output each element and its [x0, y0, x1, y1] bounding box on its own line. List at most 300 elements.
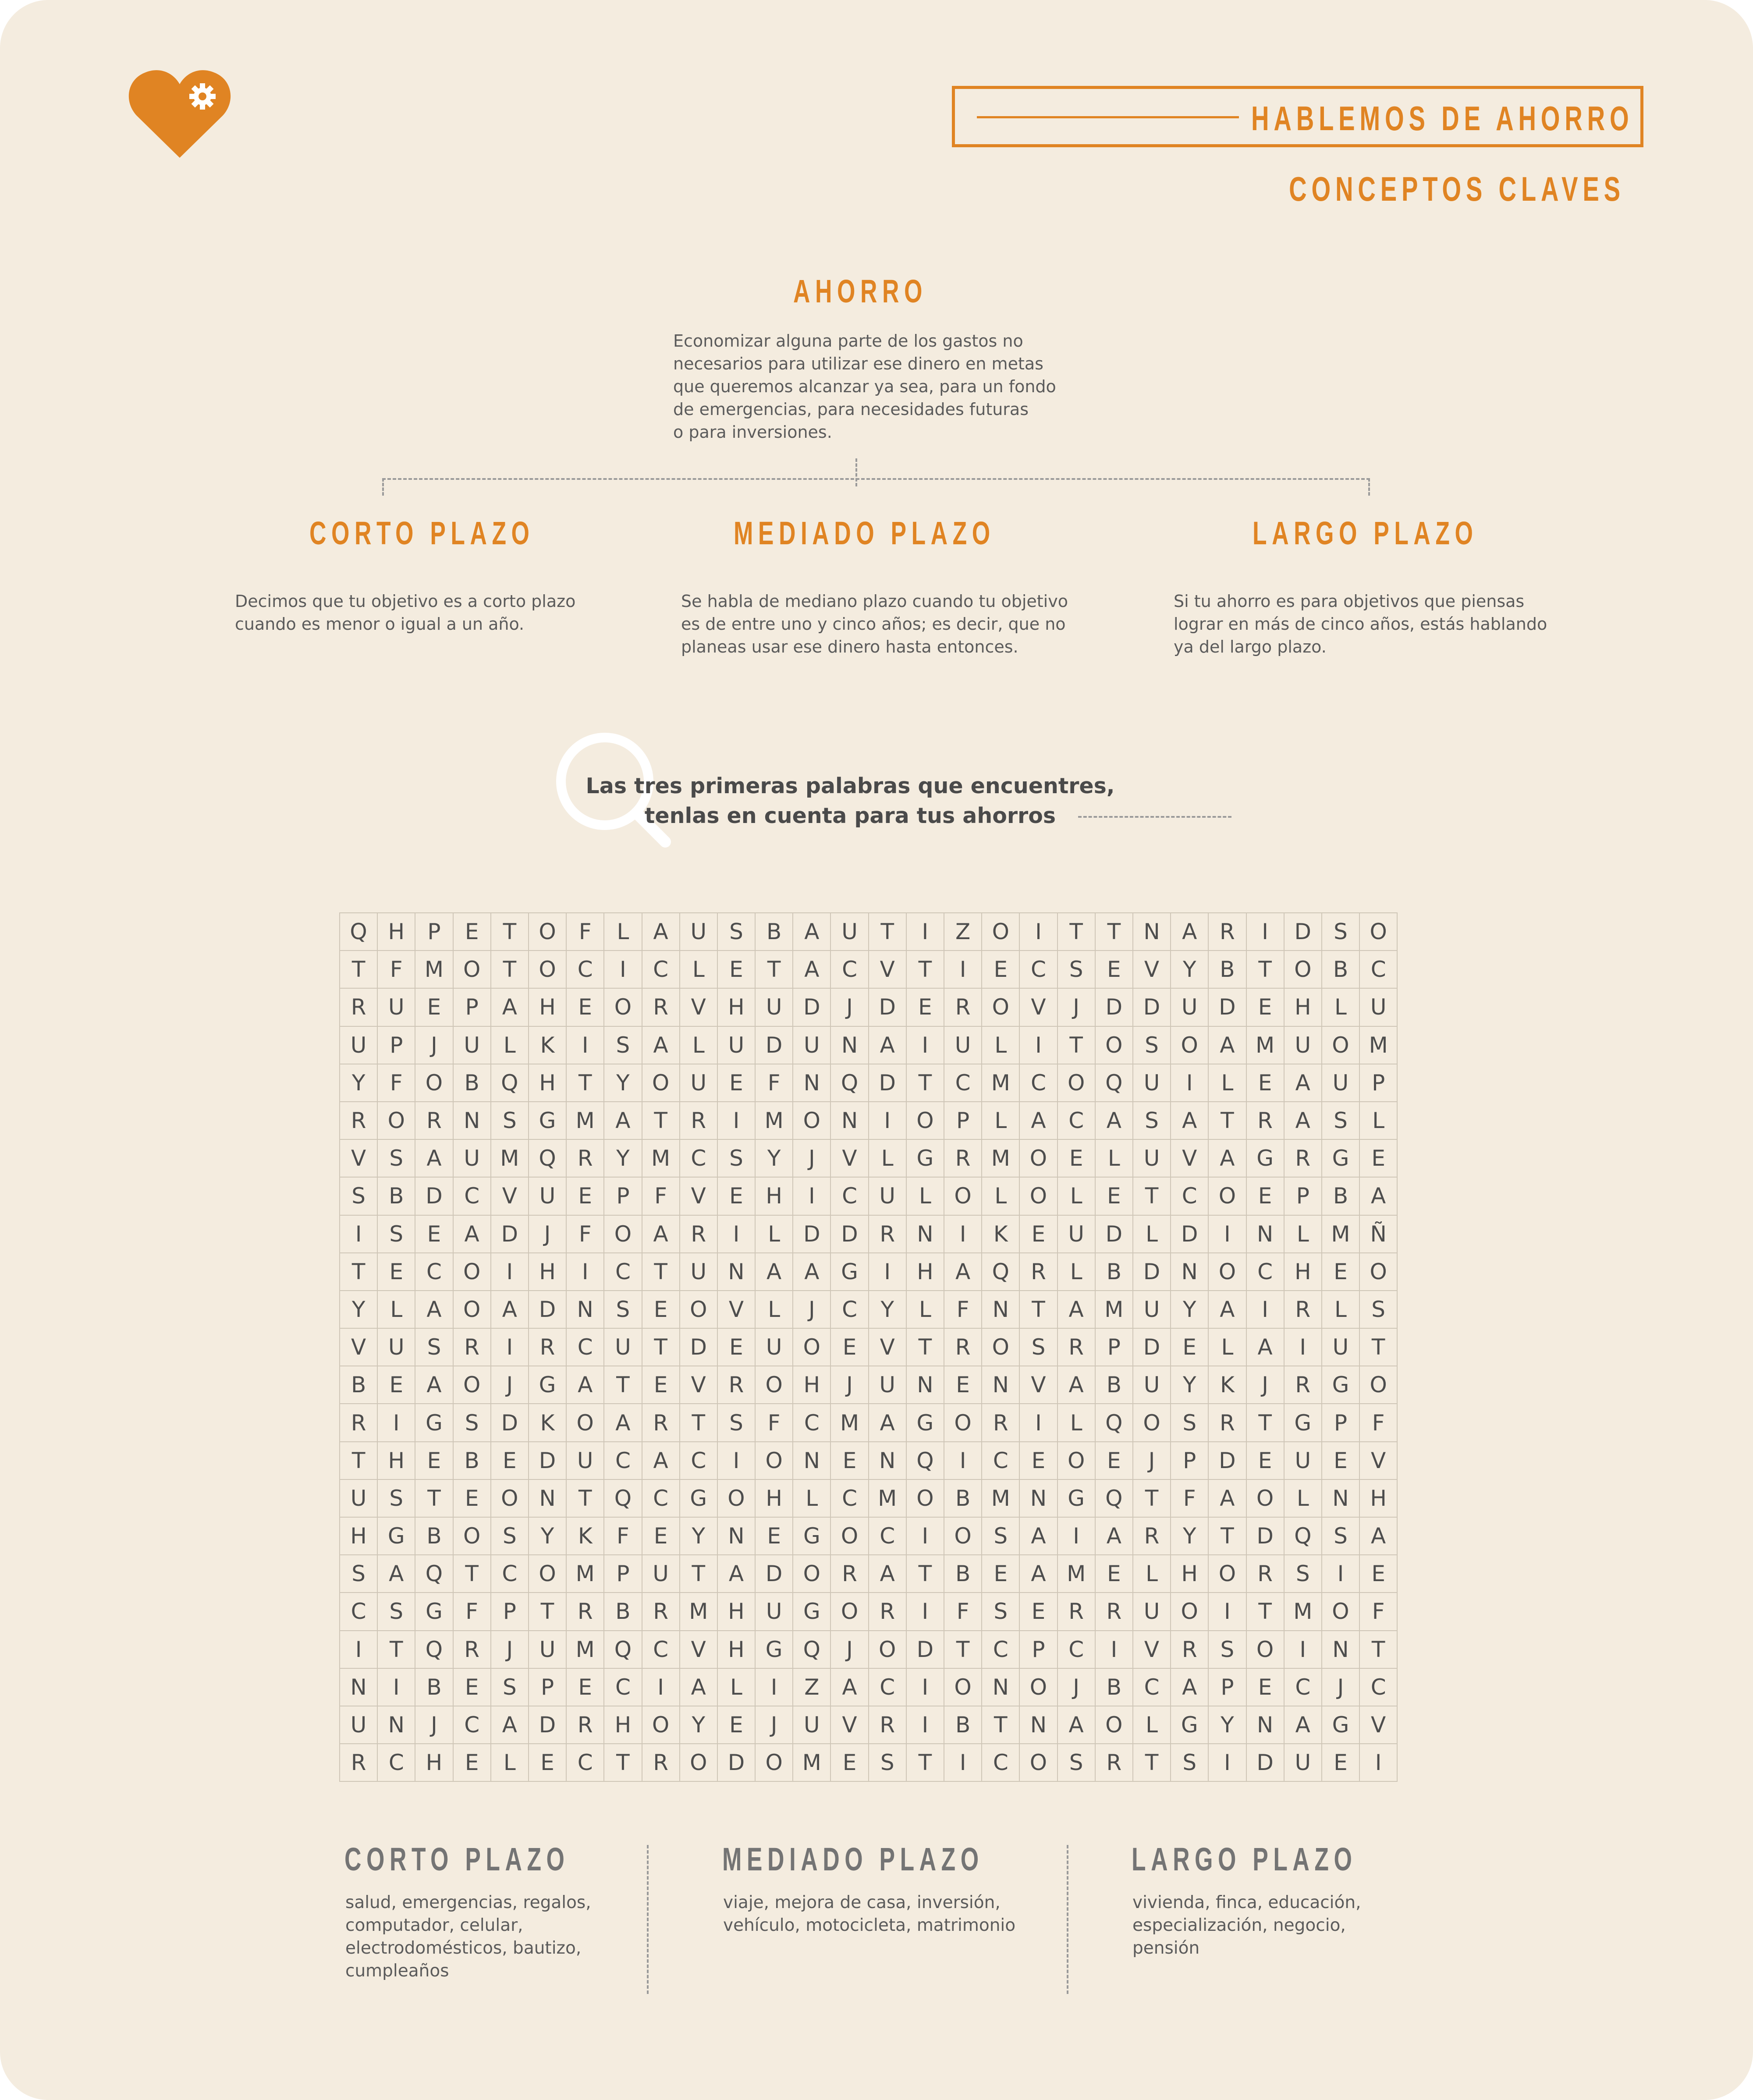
grid-cell[interactable]: J [529, 1216, 567, 1253]
grid-cell[interactable]: I [793, 1178, 831, 1215]
grid-cell[interactable]: N [567, 1291, 604, 1329]
grid-cell[interactable]: E [831, 1329, 869, 1366]
grid-cell[interactable]: R [1247, 1555, 1285, 1593]
grid-cell[interactable]: E [1096, 1442, 1133, 1480]
grid-cell[interactable]: I [340, 1216, 378, 1253]
grid-cell[interactable]: E [567, 1178, 604, 1215]
grid-cell[interactable]: Y [1171, 951, 1209, 989]
grid-cell[interactable]: O [756, 1366, 793, 1404]
grid-cell[interactable]: S [378, 1593, 415, 1631]
grid-cell[interactable]: I [1209, 1744, 1246, 1782]
grid-cell[interactable]: B [1322, 951, 1360, 989]
grid-cell[interactable]: S [1171, 1744, 1209, 1782]
grid-cell[interactable]: L [1322, 989, 1360, 1026]
grid-cell[interactable]: A [415, 1291, 453, 1329]
grid-cell[interactable]: O [869, 1631, 907, 1669]
grid-cell[interactable]: S [491, 1102, 529, 1140]
grid-cell[interactable]: D [529, 1291, 567, 1329]
grid-cell[interactable]: U [756, 1593, 793, 1631]
grid-cell[interactable]: C [869, 1518, 907, 1555]
grid-cell[interactable]: C [1247, 1253, 1285, 1291]
grid-cell[interactable]: C [567, 951, 604, 989]
grid-cell[interactable]: O [680, 1744, 718, 1782]
grid-cell[interactable]: U [454, 1027, 491, 1064]
grid-cell[interactable]: E [718, 1706, 756, 1744]
grid-cell[interactable]: I [604, 951, 642, 989]
grid-cell[interactable]: Q [415, 1631, 453, 1669]
grid-cell[interactable]: D [718, 1744, 756, 1782]
grid-cell[interactable]: T [415, 1480, 453, 1518]
grid-cell[interactable]: A [1247, 1329, 1285, 1366]
grid-cell[interactable]: O [756, 1442, 793, 1480]
grid-cell[interactable]: D [415, 1178, 453, 1215]
grid-cell[interactable]: Y [529, 1518, 567, 1555]
grid-cell[interactable]: U [944, 1027, 982, 1064]
grid-cell[interactable]: C [982, 1744, 1020, 1782]
grid-cell[interactable]: O [1360, 1253, 1398, 1291]
grid-cell[interactable]: L [491, 1027, 529, 1064]
grid-cell[interactable]: D [869, 989, 907, 1026]
grid-cell[interactable]: T [567, 1480, 604, 1518]
grid-cell[interactable]: T [982, 1706, 1020, 1744]
grid-cell[interactable]: E [1322, 1744, 1360, 1782]
grid-cell[interactable]: E [1020, 1216, 1057, 1253]
grid-cell[interactable]: E [415, 1216, 453, 1253]
grid-cell[interactable]: T [756, 951, 793, 989]
grid-cell[interactable]: R [982, 1404, 1020, 1442]
grid-cell[interactable]: E [1096, 951, 1133, 989]
grid-cell[interactable]: T [1058, 913, 1096, 951]
grid-cell[interactable]: C [1020, 951, 1057, 989]
grid-cell[interactable]: C [831, 1480, 869, 1518]
grid-cell[interactable]: Y [1171, 1291, 1209, 1329]
grid-cell[interactable]: Y [680, 1706, 718, 1744]
grid-cell[interactable]: A [1285, 1064, 1322, 1102]
grid-cell[interactable]: R [944, 1329, 982, 1366]
grid-cell[interactable]: E [1247, 1064, 1285, 1102]
grid-cell[interactable]: U [831, 913, 869, 951]
grid-cell[interactable]: R [944, 989, 982, 1026]
grid-cell[interactable]: G [1322, 1140, 1360, 1178]
grid-cell[interactable]: H [604, 1706, 642, 1744]
grid-cell[interactable]: U [567, 1442, 604, 1480]
grid-cell[interactable]: E [642, 1291, 680, 1329]
grid-cell[interactable]: K [529, 1404, 567, 1442]
grid-cell[interactable]: Q [604, 1480, 642, 1518]
grid-cell[interactable]: H [529, 1253, 567, 1291]
grid-cell[interactable]: O [982, 1329, 1020, 1366]
grid-cell[interactable]: E [1096, 1555, 1133, 1593]
grid-cell[interactable]: L [1209, 1064, 1246, 1102]
grid-cell[interactable]: C [340, 1593, 378, 1631]
grid-cell[interactable]: A [869, 1555, 907, 1593]
grid-cell[interactable]: A [378, 1555, 415, 1593]
grid-cell[interactable]: K [982, 1216, 1020, 1253]
grid-cell[interactable]: S [1058, 951, 1096, 989]
grid-cell[interactable]: C [1133, 1669, 1171, 1706]
grid-cell[interactable]: A [491, 1706, 529, 1744]
grid-cell[interactable]: P [1209, 1669, 1246, 1706]
grid-cell[interactable]: O [1020, 1669, 1057, 1706]
grid-cell[interactable]: M [567, 1102, 604, 1140]
grid-cell[interactable]: H [793, 1366, 831, 1404]
grid-cell[interactable]: H [1285, 1253, 1322, 1291]
grid-cell[interactable]: O [982, 989, 1020, 1026]
grid-cell[interactable]: S [1285, 1555, 1322, 1593]
grid-cell[interactable]: B [378, 1178, 415, 1215]
grid-cell[interactable]: I [491, 1329, 529, 1366]
grid-cell[interactable]: V [1020, 989, 1057, 1026]
grid-cell[interactable]: G [529, 1366, 567, 1404]
grid-cell[interactable]: U [756, 1329, 793, 1366]
grid-cell[interactable]: T [1247, 951, 1285, 989]
grid-cell[interactable]: O [454, 1518, 491, 1555]
grid-cell[interactable]: O [1247, 1631, 1285, 1669]
grid-cell[interactable]: D [793, 1216, 831, 1253]
grid-cell[interactable]: B [1096, 1669, 1133, 1706]
grid-cell[interactable]: M [567, 1555, 604, 1593]
grid-cell[interactable]: G [756, 1631, 793, 1669]
grid-cell[interactable]: M [1322, 1216, 1360, 1253]
grid-cell[interactable]: M [1058, 1555, 1096, 1593]
grid-cell[interactable]: G [1322, 1706, 1360, 1744]
grid-cell[interactable]: O [1322, 1593, 1360, 1631]
grid-cell[interactable]: S [869, 1744, 907, 1782]
grid-cell[interactable]: D [756, 1555, 793, 1593]
grid-cell[interactable]: O [1020, 1140, 1057, 1178]
grid-cell[interactable]: S [982, 1593, 1020, 1631]
grid-cell[interactable]: Y [340, 1064, 378, 1102]
grid-cell[interactable]: L [1096, 1140, 1133, 1178]
grid-cell[interactable]: S [1133, 1102, 1171, 1140]
grid-cell[interactable]: V [1133, 1631, 1171, 1669]
grid-cell[interactable]: V [340, 1140, 378, 1178]
grid-cell[interactable]: J [1058, 1669, 1096, 1706]
grid-cell[interactable]: I [718, 1442, 756, 1480]
grid-cell[interactable]: D [1133, 1329, 1171, 1366]
grid-cell[interactable]: Q [907, 1442, 944, 1480]
grid-cell[interactable]: R [718, 1366, 756, 1404]
grid-cell[interactable]: T [1133, 1178, 1171, 1215]
grid-cell[interactable]: F [642, 1178, 680, 1215]
grid-cell[interactable]: G [378, 1518, 415, 1555]
grid-cell[interactable]: E [454, 1669, 491, 1706]
grid-cell[interactable]: T [1133, 1480, 1171, 1518]
grid-cell[interactable]: R [1171, 1631, 1209, 1669]
grid-cell[interactable]: C [982, 1442, 1020, 1480]
grid-cell[interactable]: D [491, 1216, 529, 1253]
grid-cell[interactable]: T [907, 951, 944, 989]
grid-cell[interactable]: R [529, 1329, 567, 1366]
grid-cell[interactable]: R [1209, 1404, 1246, 1442]
grid-cell[interactable]: I [907, 1518, 944, 1555]
grid-cell[interactable]: P [1285, 1178, 1322, 1215]
grid-cell[interactable]: O [944, 1518, 982, 1555]
grid-cell[interactable]: P [454, 989, 491, 1026]
grid-cell[interactable]: B [756, 913, 793, 951]
grid-cell[interactable]: E [454, 913, 491, 951]
grid-cell[interactable]: C [642, 951, 680, 989]
grid-cell[interactable]: A [1209, 1480, 1246, 1518]
grid-cell[interactable]: I [1020, 913, 1057, 951]
grid-cell[interactable]: M [680, 1593, 718, 1631]
grid-cell[interactable]: C [1058, 1631, 1096, 1669]
grid-cell[interactable]: Y [680, 1518, 718, 1555]
grid-cell[interactable]: E [831, 1744, 869, 1782]
grid-cell[interactable]: L [756, 1291, 793, 1329]
grid-cell[interactable]: N [982, 1291, 1020, 1329]
grid-cell[interactable]: R [1096, 1593, 1133, 1631]
grid-cell[interactable]: F [454, 1593, 491, 1631]
grid-cell[interactable]: E [378, 1366, 415, 1404]
grid-cell[interactable]: A [756, 1253, 793, 1291]
grid-cell[interactable]: D [529, 1706, 567, 1744]
grid-cell[interactable]: I [1285, 1631, 1322, 1669]
grid-cell[interactable]: I [378, 1404, 415, 1442]
grid-cell[interactable]: Ñ [1360, 1216, 1398, 1253]
grid-cell[interactable]: U [1285, 1027, 1322, 1064]
grid-cell[interactable]: I [907, 1027, 944, 1064]
grid-cell[interactable]: O [756, 1744, 793, 1782]
grid-cell[interactable]: S [1322, 913, 1360, 951]
grid-cell[interactable]: R [1285, 1140, 1322, 1178]
grid-cell[interactable]: S [1058, 1744, 1096, 1782]
grid-cell[interactable]: I [1020, 1404, 1057, 1442]
grid-cell[interactable]: E [1360, 1555, 1398, 1593]
grid-cell[interactable]: R [1058, 1593, 1096, 1631]
grid-cell[interactable]: B [1096, 1253, 1133, 1291]
grid-cell[interactable]: G [793, 1593, 831, 1631]
grid-cell[interactable]: C [793, 1404, 831, 1442]
grid-cell[interactable]: N [793, 1064, 831, 1102]
grid-cell[interactable]: A [642, 1442, 680, 1480]
grid-cell[interactable]: M [491, 1140, 529, 1178]
grid-cell[interactable]: O [1171, 1593, 1209, 1631]
grid-cell[interactable]: M [982, 1064, 1020, 1102]
grid-cell[interactable]: L [982, 1178, 1020, 1215]
grid-cell[interactable]: I [642, 1669, 680, 1706]
grid-cell[interactable]: A [604, 1102, 642, 1140]
grid-cell[interactable]: O [642, 1064, 680, 1102]
grid-cell[interactable]: H [1285, 989, 1322, 1026]
grid-cell[interactable]: L [756, 1216, 793, 1253]
grid-cell[interactable]: E [415, 989, 453, 1026]
grid-cell[interactable]: K [567, 1518, 604, 1555]
grid-cell[interactable]: E [1247, 1669, 1285, 1706]
grid-cell[interactable]: C [680, 1140, 718, 1178]
grid-cell[interactable]: N [831, 1027, 869, 1064]
grid-cell[interactable]: Y [604, 1064, 642, 1102]
grid-cell[interactable]: O [529, 951, 567, 989]
grid-cell[interactable]: N [718, 1253, 756, 1291]
grid-cell[interactable]: Q [529, 1140, 567, 1178]
grid-cell[interactable]: M [1096, 1291, 1133, 1329]
grid-cell[interactable]: O [529, 913, 567, 951]
grid-cell[interactable]: I [944, 1442, 982, 1480]
grid-cell[interactable]: I [907, 913, 944, 951]
grid-cell[interactable]: L [718, 1669, 756, 1706]
grid-cell[interactable]: V [1171, 1140, 1209, 1178]
grid-cell[interactable]: R [1209, 913, 1246, 951]
grid-cell[interactable]: B [1209, 951, 1246, 989]
grid-cell[interactable]: B [340, 1366, 378, 1404]
grid-cell[interactable]: U [378, 989, 415, 1026]
grid-cell[interactable]: G [793, 1518, 831, 1555]
grid-cell[interactable]: O [1360, 1366, 1398, 1404]
grid-cell[interactable]: A [1058, 1291, 1096, 1329]
grid-cell[interactable]: U [1058, 1216, 1096, 1253]
grid-cell[interactable]: Y [1171, 1366, 1209, 1404]
grid-cell[interactable]: E [1058, 1140, 1096, 1178]
grid-cell[interactable]: N [1133, 913, 1171, 951]
grid-cell[interactable]: U [1133, 1140, 1171, 1178]
grid-cell[interactable]: E [642, 1366, 680, 1404]
grid-cell[interactable]: O [642, 1706, 680, 1744]
grid-cell[interactable]: A [454, 1216, 491, 1253]
grid-cell[interactable]: R [454, 1631, 491, 1669]
grid-cell[interactable]: U [1322, 1329, 1360, 1366]
grid-cell[interactable]: R [1285, 1291, 1322, 1329]
grid-cell[interactable]: A [1096, 1102, 1133, 1140]
grid-cell[interactable]: C [454, 1706, 491, 1744]
grid-cell[interactable]: O [415, 1064, 453, 1102]
grid-cell[interactable]: U [529, 1178, 567, 1215]
grid-cell[interactable]: O [378, 1102, 415, 1140]
grid-cell[interactable]: F [378, 951, 415, 989]
grid-cell[interactable]: O [1058, 1442, 1096, 1480]
grid-cell[interactable]: Y [869, 1291, 907, 1329]
grid-cell[interactable]: S [1209, 1631, 1246, 1669]
grid-cell[interactable]: C [1058, 1102, 1096, 1140]
grid-cell[interactable]: R [869, 1216, 907, 1253]
grid-cell[interactable]: C [982, 1631, 1020, 1669]
grid-cell[interactable]: F [567, 1216, 604, 1253]
grid-cell[interactable]: V [340, 1329, 378, 1366]
grid-cell[interactable]: I [944, 951, 982, 989]
grid-cell[interactable]: O [1209, 1178, 1246, 1215]
grid-cell[interactable]: U [454, 1140, 491, 1178]
grid-cell[interactable]: C [831, 1178, 869, 1215]
grid-cell[interactable]: T [340, 1253, 378, 1291]
grid-cell[interactable]: C [831, 1291, 869, 1329]
grid-cell[interactable]: T [1247, 1404, 1285, 1442]
grid-cell[interactable]: A [793, 1253, 831, 1291]
grid-cell[interactable]: O [1209, 1555, 1246, 1593]
grid-cell[interactable]: Y [1209, 1706, 1246, 1744]
grid-cell[interactable]: I [340, 1631, 378, 1669]
grid-cell[interactable]: R [567, 1593, 604, 1631]
grid-cell[interactable]: P [1096, 1329, 1133, 1366]
grid-cell[interactable]: D [1285, 913, 1322, 951]
grid-cell[interactable]: D [1247, 1518, 1285, 1555]
grid-cell[interactable]: S [1171, 1404, 1209, 1442]
grid-cell[interactable]: V [869, 1329, 907, 1366]
grid-cell[interactable]: E [1020, 1442, 1057, 1480]
grid-cell[interactable]: A [718, 1555, 756, 1593]
grid-cell[interactable]: R [944, 1140, 982, 1178]
grid-cell[interactable]: C [415, 1253, 453, 1291]
grid-cell[interactable]: A [1209, 1291, 1246, 1329]
grid-cell[interactable]: B [454, 1064, 491, 1102]
grid-cell[interactable]: A [642, 1216, 680, 1253]
grid-cell[interactable]: A [415, 1366, 453, 1404]
grid-cell[interactable]: C [831, 951, 869, 989]
grid-cell[interactable]: Q [1096, 1064, 1133, 1102]
grid-cell[interactable]: T [491, 913, 529, 951]
grid-cell[interactable]: I [907, 1593, 944, 1631]
grid-cell[interactable]: H [378, 913, 415, 951]
grid-cell[interactable]: B [944, 1555, 982, 1593]
grid-cell[interactable]: E [454, 1480, 491, 1518]
grid-cell[interactable]: E [718, 951, 756, 989]
grid-cell[interactable]: C [567, 1329, 604, 1366]
grid-cell[interactable]: E [1322, 1253, 1360, 1291]
grid-cell[interactable]: A [642, 1027, 680, 1064]
grid-cell[interactable]: E [454, 1744, 491, 1782]
grid-cell[interactable]: C [604, 1442, 642, 1480]
grid-cell[interactable]: J [415, 1706, 453, 1744]
grid-cell[interactable]: O [529, 1555, 567, 1593]
grid-cell[interactable]: A [869, 1404, 907, 1442]
grid-cell[interactable]: B [1096, 1366, 1133, 1404]
grid-cell[interactable]: R [454, 1329, 491, 1366]
grid-cell[interactable]: G [907, 1140, 944, 1178]
grid-cell[interactable]: N [1247, 1706, 1285, 1744]
grid-cell[interactable]: C [454, 1178, 491, 1215]
grid-cell[interactable]: D [869, 1064, 907, 1102]
grid-cell[interactable]: I [1209, 1593, 1246, 1631]
grid-cell[interactable]: E [1020, 1593, 1057, 1631]
grid-cell[interactable]: T [907, 1064, 944, 1102]
grid-cell[interactable]: T [1209, 1102, 1246, 1140]
grid-cell[interactable]: F [1360, 1593, 1398, 1631]
grid-cell[interactable]: M [415, 951, 453, 989]
grid-cell[interactable]: S [378, 1140, 415, 1178]
grid-cell[interactable]: Z [793, 1669, 831, 1706]
grid-cell[interactable]: B [604, 1593, 642, 1631]
grid-cell[interactable]: A [1171, 1669, 1209, 1706]
grid-cell[interactable]: P [604, 1555, 642, 1593]
grid-cell[interactable]: I [1096, 1631, 1133, 1669]
grid-cell[interactable]: B [415, 1518, 453, 1555]
grid-cell[interactable]: A [831, 1669, 869, 1706]
grid-cell[interactable]: V [680, 1178, 718, 1215]
grid-cell[interactable]: S [1133, 1027, 1171, 1064]
grid-cell[interactable]: U [340, 1706, 378, 1744]
grid-cell[interactable]: E [982, 1555, 1020, 1593]
grid-cell[interactable]: O [1322, 1027, 1360, 1064]
grid-cell[interactable]: I [1285, 1329, 1322, 1366]
grid-cell[interactable]: J [1322, 1669, 1360, 1706]
grid-cell[interactable]: V [1360, 1706, 1398, 1744]
grid-cell[interactable]: A [793, 913, 831, 951]
grid-cell[interactable]: H [907, 1253, 944, 1291]
grid-cell[interactable]: O [1285, 951, 1322, 989]
grid-cell[interactable]: R [340, 989, 378, 1026]
grid-cell[interactable]: O [680, 1291, 718, 1329]
grid-cell[interactable]: A [1058, 1366, 1096, 1404]
grid-cell[interactable]: J [831, 1366, 869, 1404]
grid-cell[interactable]: A [1020, 1102, 1057, 1140]
grid-cell[interactable]: O [944, 1669, 982, 1706]
grid-cell[interactable]: J [491, 1631, 529, 1669]
grid-cell[interactable]: C [1360, 951, 1398, 989]
grid-cell[interactable]: A [869, 1027, 907, 1064]
grid-cell[interactable]: O [907, 1480, 944, 1518]
grid-cell[interactable]: U [1285, 1442, 1322, 1480]
grid-cell[interactable]: B [944, 1480, 982, 1518]
grid-cell[interactable]: F [944, 1593, 982, 1631]
